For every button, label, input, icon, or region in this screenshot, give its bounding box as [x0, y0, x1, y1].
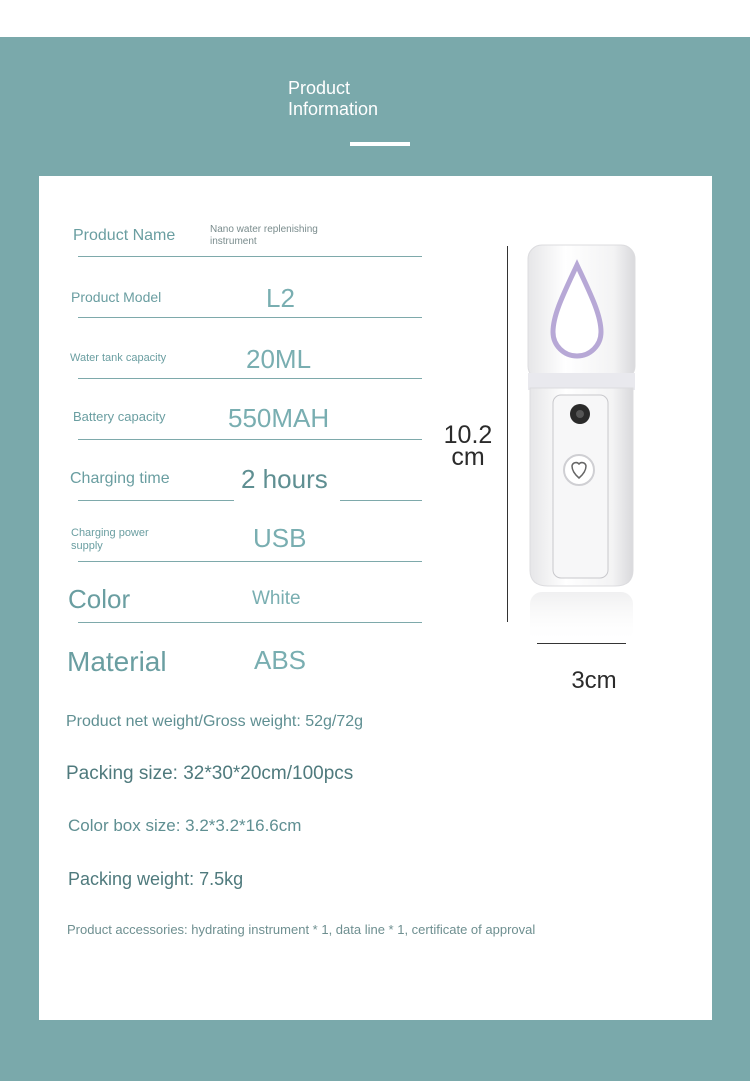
row-divider [78, 622, 422, 623]
page-title: Product Information [288, 78, 379, 119]
product-name-label: Product Name [73, 227, 176, 244]
water-tank-value: 20ML [246, 344, 312, 374]
width-dimension-label: 3cm [571, 667, 617, 694]
charging-time-label: Charging time [70, 470, 170, 487]
row-divider [78, 317, 422, 318]
height-dimension-line [507, 246, 508, 622]
row-divider [78, 256, 422, 257]
product-name-value: Nano water replenishing instrument [210, 224, 318, 247]
material-value: ABS [254, 645, 307, 675]
charging-power-label: Charging power supply [71, 527, 149, 552]
battery-value: 550MAH [228, 403, 330, 433]
packing-size-spec: Packing size: 32*30*20cm/100pcs [66, 763, 354, 784]
water-tank-label: Water tank capacity [70, 352, 167, 364]
packing-weight-spec: Packing weight: 7.5kg [68, 869, 244, 889]
row-divider [78, 561, 422, 562]
color-value: White [252, 588, 301, 609]
battery-label: Battery capacity [73, 409, 166, 424]
color-label: Color [68, 584, 131, 614]
product-model-label: Product Model [71, 289, 162, 305]
title-underline [350, 142, 410, 146]
box-size-spec: Color box size: 3.2*3.2*16.6cm [68, 816, 302, 835]
weight-spec: Product net weight/Gross weight: 52g/72g [66, 713, 364, 730]
product-image [515, 240, 650, 650]
row-divider [78, 500, 234, 501]
charging-time-value: 2 hours [241, 464, 328, 494]
row-divider [78, 439, 422, 440]
height-dimension-label: 10.2 cm [443, 421, 493, 471]
material-label: Material [67, 646, 167, 677]
row-divider [78, 378, 422, 379]
product-model-value: L2 [266, 283, 295, 313]
accessories-spec: Product accessories: hydrating instrument * 1, data line * 1, certificate of approval [67, 922, 536, 937]
charging-power-value: USB [253, 523, 307, 553]
row-divider [340, 500, 422, 501]
